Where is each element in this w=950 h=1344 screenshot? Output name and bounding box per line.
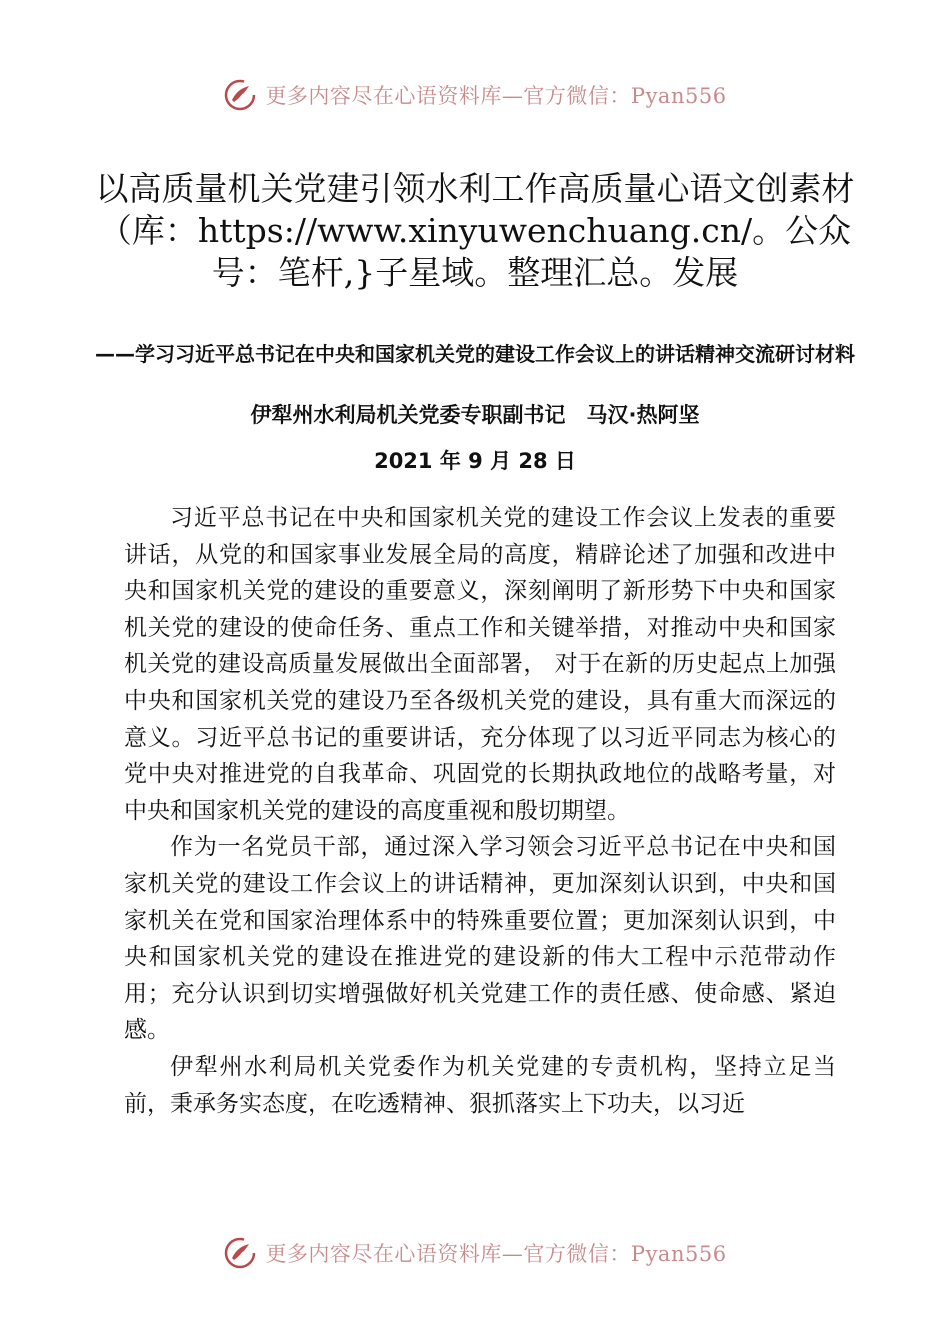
- paragraph: 作为一名党员干部，通过深入学习领会习近平总书记在中央和国家机关党的建设工作会议上的讲话精神，更加深刻认识到，中央和国家机关在党和国家治理体系中的特殊重要位置；更加深刻认识到，中央和国家机关党的建设在推进党的建设新的伟大工程中示范带动作用；充分认识到切实增强做好机关党建工作的责任感、使命感、紧迫感。: [124, 834, 836, 1044]
- watermark-header: [0, 70, 950, 120]
- document-author: 伊犁州水利局机关党委专职副书记 马汉·热阿坚: [250, 403, 700, 427]
- paragraph: 伊犁州水利局机关党委作为机关党建的专责机构，坚持立足当前，秉承务实态度，在吃透精神、狠抓落实上下功夫，以习近: [124, 1053, 836, 1117]
- document-date: 2021 年 9 月 28 日: [374, 449, 576, 473]
- document-subtitle: ——学习习近平总书记在中央和国家机关党的建设工作会议上的讲话精神交流研讨材料: [95, 342, 855, 366]
- document-body: [124, 500, 836, 1122]
- watermark-text: 更多内容尽在心语资料库—官方微信：Pyan556: [265, 84, 727, 108]
- logo-icon: [223, 78, 257, 112]
- document-title: 以高质量机关党建引领水利工作高质量心语文创素材（库：https://www.xinyuwenchuang.cn/。公众号：笔杆,}子星域。整理汇总。发展: [95, 169, 855, 292]
- watermark-text: 更多内容尽在心语资料库—官方微信：Pyan556: [265, 1242, 727, 1266]
- watermark-footer: [0, 1228, 950, 1278]
- paragraph: 习近平总书记在中央和国家机关党的建设工作会议上发表的重要讲话，从党的和国家事业发展全局的高度，精辟论述了加强和改进中央和国家机关党的建设的重要意义，深刻阐明了新形势下中央和国家机关党的建设的使命任务、重点工作和关键举措，对推动中央和国家机关党的建设高质量发展做出全面部署， 对于在新的历史起点上加强中央和国家机关党的建设乃至各级机关党的建设，具有重大而深远的意义。习近平总书记的重要讲话，充分体现了以习近平同志为核心的党中央对推进党的自我革命、巩固党的长期执政地位的战略考量，对中央和国家机关党的建设的高度重视和殷切期望。: [124, 505, 836, 824]
- logo-icon: [223, 1236, 257, 1270]
